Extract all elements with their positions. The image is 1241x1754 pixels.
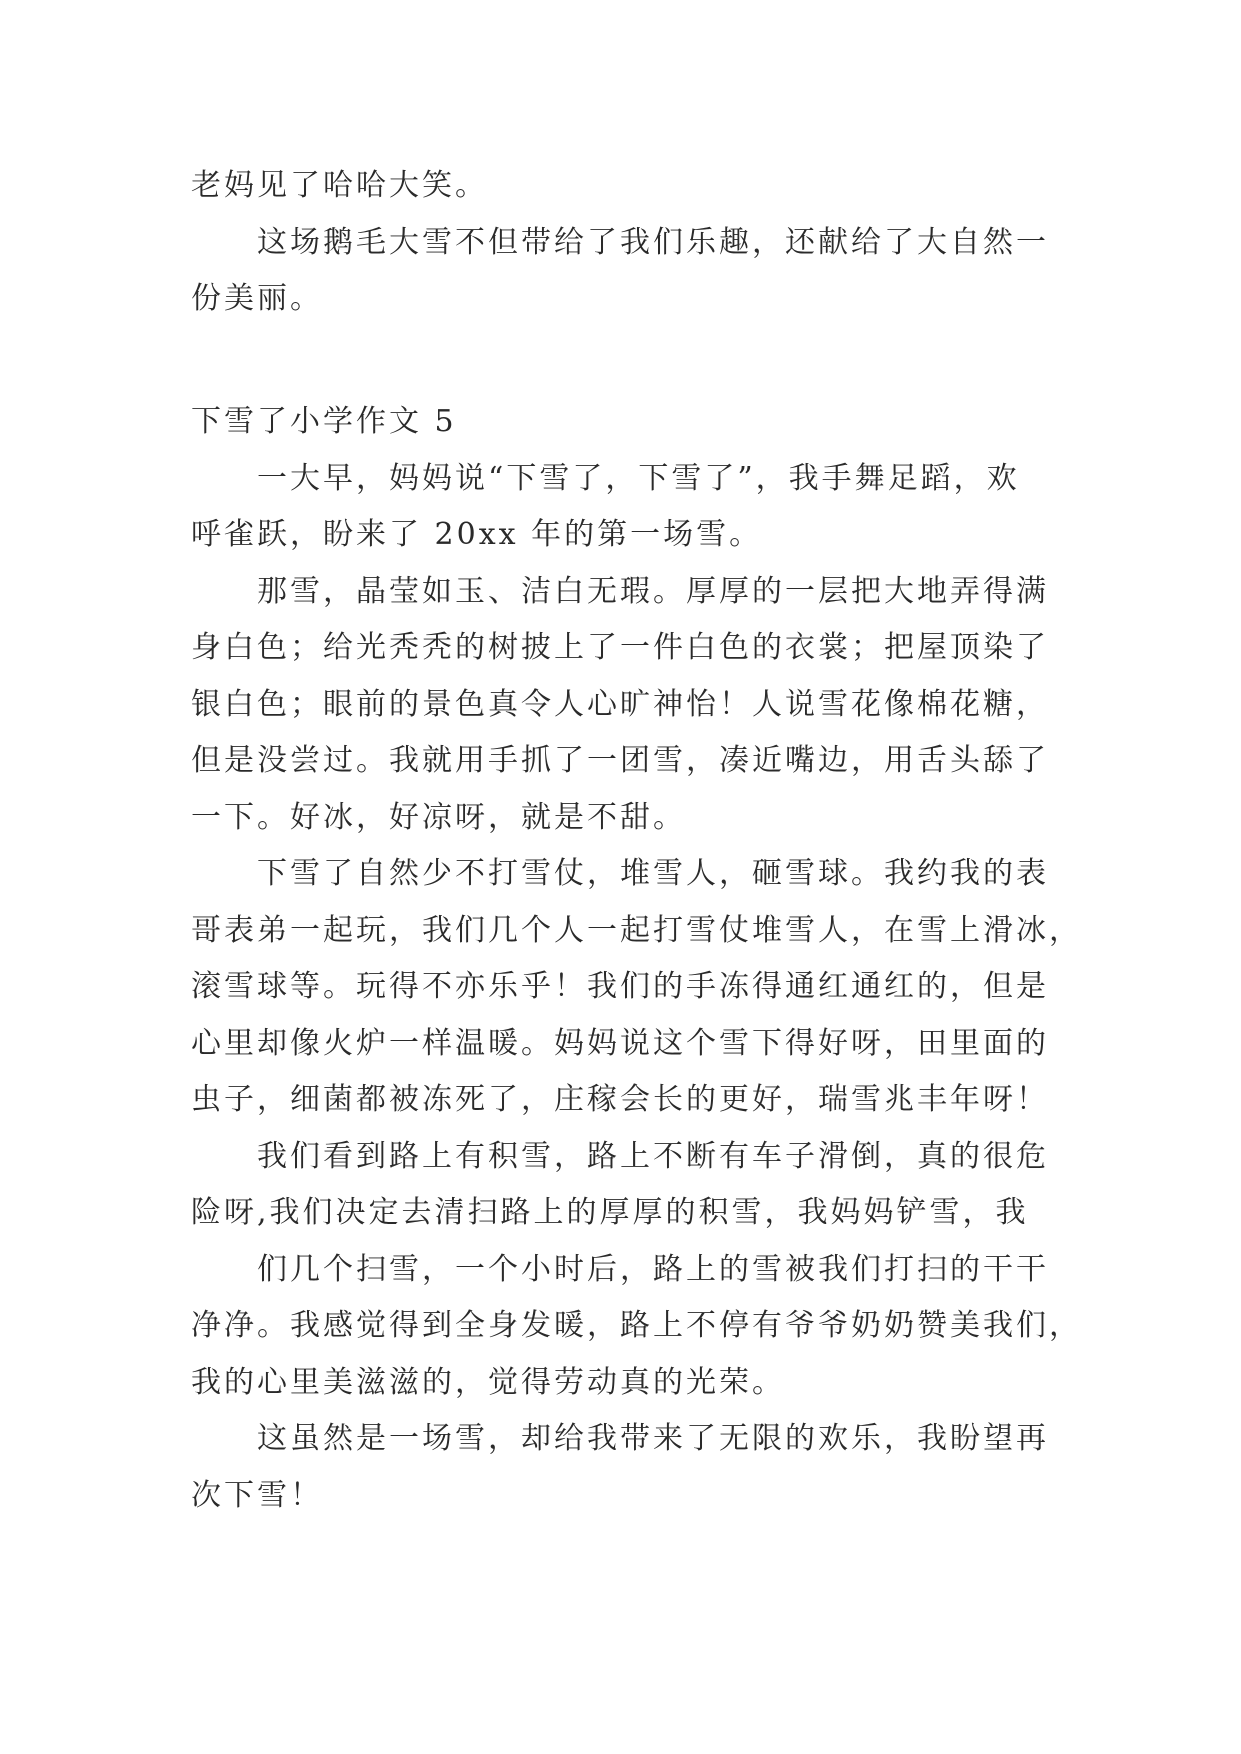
text-line: 险呀,我们决定去清扫路上的厚厚的积雪，我妈妈铲雪，我 — [191, 1195, 1029, 1230]
text-line: 银白色；眼前的景色真令人心旷神怡！人说雪花像棉花糖， — [191, 686, 1049, 722]
paragraph — [191, 1242, 1082, 1412]
text-line: 次下雪！ — [191, 1477, 323, 1513]
text-line: 这场鹅毛大雪不但带给了我们乐趣，还献给了大自然一 — [257, 224, 1049, 260]
text-line: 滚雪球等。玩得不亦乐乎！我们的手冻得通红通红的，但是 — [191, 969, 1049, 1004]
paragraph — [191, 1129, 1051, 1242]
text-line: 身白色；给光秃秃的树披上了一件白色的衣裳；把屋顶染了 — [191, 630, 1049, 665]
text-line: 净净。我感觉得到全身发暖，路上不停有爷爷奶奶赞美我们， — [191, 1308, 1082, 1343]
paragraph — [191, 564, 1051, 847]
text-line: 我们看到路上有积雪，路上不断有车子滑倒，真的很危 — [257, 1138, 1049, 1174]
text-line: 一下。好冰，好凉呀，就是不甜。 — [191, 799, 686, 835]
text-line: 一大早，妈妈说“下雪了，下雪了”，我手舞足蹈，欢 — [257, 460, 1020, 496]
text-line: 我的心里美滋滋的，觉得劳动真的光荣。 — [191, 1364, 785, 1400]
text-line: 但是没尝过。我就用手抓了一团雪，凑近嘴边，用舌头舔了 — [191, 743, 1049, 778]
paragraph — [191, 215, 1051, 328]
text-line: 心里却像火炉一样温暖。妈妈说这个雪下得好呀，田里面的 — [191, 1025, 1049, 1061]
essay-section — [191, 394, 1082, 1524]
paragraph — [191, 451, 1051, 564]
text-line: 份美丽。 — [191, 281, 323, 316]
text-line: 这虽然是一场雪，却给我带来了无限的欢乐，我盼望再 — [257, 1421, 1049, 1456]
paragraph — [191, 1411, 1051, 1524]
text-line: 哥表弟一起玩，我们几个人一起打雪仗堆雪人，在雪上滑冰， — [191, 912, 1082, 948]
text-line: 那雪，晶莹如玉、洁白无瑕。厚厚的一层把大地弄得满 — [257, 573, 1049, 609]
paragraph — [191, 846, 1082, 1129]
text-line: 下雪了自然少不打雪仗，堆雪人，砸雪球。我约我的表 — [257, 856, 1049, 891]
text-line: 虫子，细菌都被冻死了，庄稼会长的更好，瑞雪兆丰年呀！ — [191, 1082, 1049, 1117]
text-line: 呼雀跃，盼来了 20xx 年的第一场雪。 — [191, 517, 763, 552]
text-line: 老妈见了哈哈大笑。 — [191, 168, 488, 203]
previous-essay-ending — [191, 158, 1051, 328]
section-title: 下雪了小学作文 5 — [191, 404, 457, 439]
text-line: 们几个扫雪，一个小时后，路上的雪被我们打扫的干干 — [257, 1251, 1049, 1287]
